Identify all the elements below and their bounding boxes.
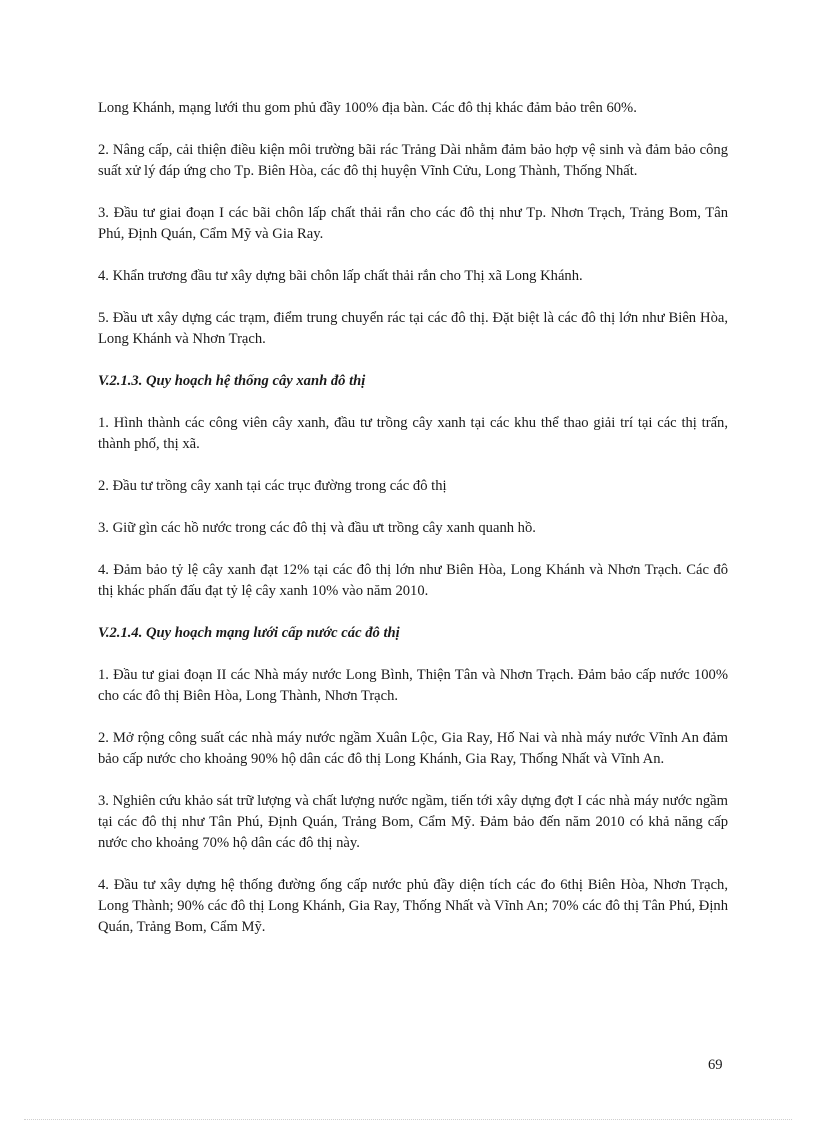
paragraph-groundwater-expansion: 2. Mở rộng công suất các nhà máy nước ngầm Xuân Lộc, Gia Ray, Hố Nai và nhà máy nước Vĩnh An đảm bảo cấp nước cho khoảng 90% hộ dân các đô thị Long Khánh, Gia Ray, Thống Nhất và Vĩnh An.	[98, 730, 728, 767]
section-heading-water-supply: V.2.1.4. Quy hoạch mạng lưới cấp nước các đô thị	[98, 625, 400, 641]
paragraph-landfill-phase-1: 3. Đầu tư giai đoạn I các bãi chôn lấp chất thải rắn cho các đô thị như Tp. Nhơn Trạch, Trảng Bom, Tân Phú, Định Quán, Cẩm Mỹ và Gia Ray.	[98, 205, 728, 242]
section-heading-green-trees: V.2.1.3. Quy hoạch hệ thống cây xanh đô thị	[98, 373, 366, 389]
paragraph-landfill-trang-dai: 2. Nâng cấp, cải thiện điều kiện môi trường bãi rác Trảng Dài nhằm đảm bảo hợp vệ sinh và đảm bảo công suất xử lý đáp ứng cho Tp. Biên Hòa, các đô thị huyện Vĩnh Cửu, Long Thành, Thống Nhất.	[98, 142, 728, 179]
paragraph-landfill-long-khanh: 4. Khẩn trương đầu tư xây dựng bãi chôn lấp chất thải rắn cho Thị xã Long Khánh.	[98, 268, 583, 284]
paragraph-water-plants-phase-2: 1. Đầu tư giai đoạn II các Nhà máy nước Long Bình, Thiện Tân và Nhơn Trạch. Đảm bảo cấp nước 100% cho các đô thị Biên Hòa, Long Thành, Nhơn Trạch.	[98, 667, 728, 704]
page-bottom-divider	[24, 1119, 792, 1120]
paragraph-groundwater-survey: 3. Nghiên cứu khảo sát trữ lượng và chất lượng nước ngầm, tiến tới xây dựng đợt I các nhà máy nước ngầm tại các đô thị như Tân Phú, Định Quán, Trảng Bom, Cẩm Mỹ. Đảm bảo đến năm 2010 có khả năng cấp nước cho khoảng 70% hộ dân các đô thị này.	[98, 793, 728, 851]
page-number: 69	[708, 1057, 723, 1073]
document-body	[98, 98, 728, 938]
paragraph-parks: 1. Hình thành các công viên cây xanh, đầu tư trồng cây xanh tại các khu thể thao giải trí tại các thị trấn, thành phố, thị xã.	[98, 415, 728, 452]
paragraph-pipe-network: 4. Đầu tư xây dựng hệ thống đường ống cấp nước phủ đầy diện tích các đo 6thị Biên Hòa, Nhơn Trạch, Long Thành; 90% các đô thị Long Khánh, Gia Ray, Thống Nhất và Vĩnh An; 70% các đô thị Tân Phú, Định Quán, Trảng Bom, Cẩm Mỹ.	[98, 877, 728, 935]
paragraph-lakes: 3. Giữ gìn các hồ nước trong các đô thị và đầu ưt trồng cây xanh quanh hồ.	[98, 520, 536, 536]
paragraph-transfer-stations: 5. Đầu ưt xây dựng các trạm, điểm trung chuyển rác tại các đô thị. Đặt biệt là các đô thị lớn như Biên Hòa, Long Khánh và Nhơn Trạch.	[98, 310, 728, 347]
paragraph-waste-collection: Long Khánh, mạng lưới thu gom phủ đầy 100% địa bàn. Các đô thị khác đảm bảo trên 60%.	[98, 100, 637, 116]
paragraph-street-trees: 2. Đầu tư trồng cây xanh tại các trục đường trong các đô thị	[98, 478, 447, 494]
paragraph-tree-ratio: 4. Đảm bảo tỷ lệ cây xanh đạt 12% tại các đô thị lớn như Biên Hòa, Long Khánh và Nhơn Trạch. Các đô thị khác phấn đấu đạt tỷ lệ cây xanh 10% vào năm 2010.	[98, 562, 728, 599]
